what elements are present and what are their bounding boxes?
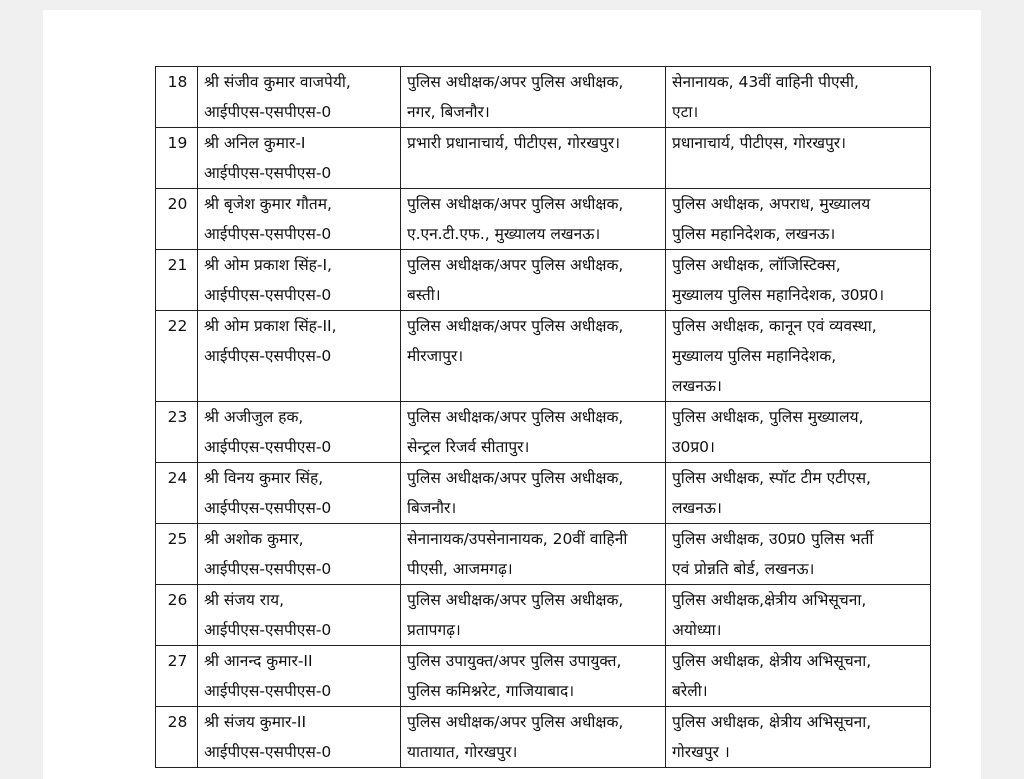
serial-number: 22 [156, 311, 198, 402]
current-posting-cell [401, 311, 666, 402]
new-posting-line: मुख्यालय पुलिस महानिदेशक, उ0प्र0। [672, 286, 885, 304]
current-posting-line: नगर, बिजनौर। [407, 103, 490, 121]
new-posting-line: पुलिस अधीक्षक, लॉजिस्टिक्स, [672, 256, 841, 274]
serial-number: 24 [156, 463, 198, 524]
officer-name-cell [198, 463, 401, 524]
serial-number: 25 [156, 524, 198, 585]
serial-number: 23 [156, 402, 198, 463]
new-posting-cell [666, 585, 931, 646]
new-posting-line: एटा। [672, 103, 699, 121]
table-row [156, 463, 931, 524]
table-row [156, 311, 931, 402]
current-posting-cell [401, 646, 666, 707]
new-posting-cell [666, 402, 931, 463]
officer-name-line: श्री ओम प्रकाश सिंह-I, [204, 256, 332, 274]
transfer-table [155, 66, 931, 768]
current-posting-line: पुलिस उपायुक्त/अपर पुलिस उपायुक्त, [407, 652, 622, 670]
new-posting-cell [666, 311, 931, 402]
officer-name-line: श्री अजीजुल हक, [204, 408, 304, 426]
new-posting-line: पुलिस अधीक्षक, पुलिस मुख्यालय, [672, 408, 864, 426]
current-posting-line: पुलिस अधीक्षक/अपर पुलिस अधीक्षक, [407, 195, 624, 213]
officer-name-line: आईपीएस-एसपीएस-0 [204, 225, 332, 243]
current-posting-cell [401, 250, 666, 311]
officer-name-line: आईपीएस-एसपीएस-0 [204, 621, 332, 639]
current-posting-line: पुलिस अधीक्षक/अपर पुलिस अधीक्षक, [407, 408, 624, 426]
current-posting-line: ए.एन.टी.एफ., मुख्यालय लखनऊ। [407, 225, 601, 243]
table-row [156, 524, 931, 585]
new-posting-line: पुलिस अधीक्षक, कानून एवं व्यवस्था, [672, 317, 877, 335]
new-posting-cell [666, 128, 931, 189]
officer-name-line: श्री बृजेश कुमार गौतम, [204, 195, 332, 213]
serial-number: 20 [156, 189, 198, 250]
officer-name-cell [198, 402, 401, 463]
new-posting-cell [666, 707, 931, 768]
current-posting-cell [401, 402, 666, 463]
officer-name-line: श्री अनिल कुमार-I [204, 134, 306, 152]
current-posting-line: पुलिस कमिश्नरेट, गाजियाबाद। [407, 682, 575, 700]
new-posting-line: पुलिस अधीक्षक, स्पॉट टीम एटीएस, [672, 469, 871, 487]
current-posting-line: पुलिस अधीक्षक/अपर पुलिस अधीक्षक, [407, 73, 624, 91]
current-posting-cell [401, 67, 666, 128]
current-posting-cell [401, 463, 666, 524]
officer-name-cell [198, 189, 401, 250]
current-posting-line: यातायात, गोरखपुर। [407, 743, 518, 761]
officer-name-cell [198, 524, 401, 585]
current-posting-cell [401, 524, 666, 585]
new-posting-line: पुलिस अधीक्षक, उ0प्र0 पुलिस भर्ती [672, 530, 874, 548]
officer-name-line: श्री विनय कुमार सिंह, [204, 469, 324, 487]
new-posting-line: पुलिस अधीक्षक, अपराध, मुख्यालय [672, 195, 871, 213]
new-posting-cell [666, 463, 931, 524]
officer-name-line: आईपीएस-एसपीएस-0 [204, 164, 332, 182]
current-posting-line: प्रतापगढ़। [407, 621, 461, 639]
officer-name-cell [198, 128, 401, 189]
current-posting-line: सेन्ट्रल रिजर्व सीतापुर। [407, 438, 530, 456]
officer-name-line: आईपीएस-एसपीएस-0 [204, 347, 332, 365]
officer-name-cell [198, 67, 401, 128]
new-posting-line: लखनऊ। [672, 499, 722, 517]
officer-name-line: श्री संजय राय, [204, 591, 285, 609]
table-row [156, 128, 931, 189]
new-posting-line: पुलिस अधीक्षक, क्षेत्रीय अभिसूचना, [672, 652, 872, 670]
current-posting-cell [401, 189, 666, 250]
officer-name-cell [198, 707, 401, 768]
new-posting-line: अयोध्या। [672, 621, 722, 639]
current-posting-line: प्रभारी प्रधानाचार्य, पीटीएस, गोरखपुर। [407, 134, 621, 152]
serial-number: 26 [156, 585, 198, 646]
current-posting-cell [401, 128, 666, 189]
new-posting-line: गोरखपुर । [672, 743, 730, 761]
table-row [156, 707, 931, 768]
new-posting-line: एवं प्रोन्नति बोर्ड, लखनऊ। [672, 560, 815, 578]
new-posting-line: उ0प्र0। [672, 438, 715, 456]
table-row [156, 646, 931, 707]
officer-name-line: श्री ओम प्रकाश सिंह-II, [204, 317, 337, 335]
officer-name-line: श्री संजय कुमार-II [204, 713, 307, 731]
officer-name-cell [198, 646, 401, 707]
current-posting-line: पीएसी, आजमगढ़। [407, 560, 513, 578]
officer-name-cell [198, 250, 401, 311]
table-row [156, 585, 931, 646]
document-page [43, 10, 981, 779]
serial-number: 28 [156, 707, 198, 768]
new-posting-line: लखनऊ। [672, 377, 722, 395]
new-posting-line: प्रधानाचार्य, पीटीएस, गोरखपुर। [672, 134, 847, 152]
table-row [156, 402, 931, 463]
transfer-table-body [156, 67, 931, 768]
serial-number: 19 [156, 128, 198, 189]
current-posting-line: बिजनौर। [407, 499, 457, 517]
officer-name-line: आईपीएस-एसपीएस-0 [204, 682, 332, 700]
current-posting-line: सेनानायक/उपसेनानायक, 20वीं वाहिनी [407, 530, 628, 548]
new-posting-line: पुलिस अधीक्षक,क्षेत्रीय अभिसूचना, [672, 591, 867, 609]
officer-name-line: श्री आनन्द कुमार-II [204, 652, 313, 670]
officer-name-line: आईपीएस-एसपीएस-0 [204, 438, 332, 456]
current-posting-line: पुलिस अधीक्षक/अपर पुलिस अधीक्षक, [407, 713, 624, 731]
current-posting-cell [401, 585, 666, 646]
table-row [156, 189, 931, 250]
table-row [156, 250, 931, 311]
new-posting-cell [666, 524, 931, 585]
officer-name-line: आईपीएस-एसपीएस-0 [204, 743, 332, 761]
new-posting-line: सेनानायक, 43वीं वाहिनी पीएसी, [672, 73, 859, 91]
new-posting-cell [666, 189, 931, 250]
new-posting-line: मुख्यालय पुलिस महानिदेशक, [672, 347, 837, 365]
officer-name-line: आईपीएस-एसपीएस-0 [204, 286, 332, 304]
new-posting-line: पुलिस अधीक्षक, क्षेत्रीय अभिसूचना, [672, 713, 872, 731]
officer-name-cell [198, 585, 401, 646]
officer-name-line: आईपीएस-एसपीएस-0 [204, 103, 332, 121]
new-posting-line: पुलिस महानिदेशक, लखनऊ। [672, 225, 836, 243]
current-posting-line: पुलिस अधीक्षक/अपर पुलिस अधीक्षक, [407, 591, 624, 609]
current-posting-line: बस्ती। [407, 286, 441, 304]
new-posting-line: बरेली। [672, 682, 708, 700]
serial-number: 21 [156, 250, 198, 311]
officer-name-line: श्री संजीव कुमार वाजपेयी, [204, 73, 351, 91]
new-posting-cell [666, 67, 931, 128]
serial-number: 18 [156, 67, 198, 128]
current-posting-line: पुलिस अधीक्षक/अपर पुलिस अधीक्षक, [407, 469, 624, 487]
new-posting-cell [666, 646, 931, 707]
officer-name-line: आईपीएस-एसपीएस-0 [204, 560, 332, 578]
current-posting-cell [401, 707, 666, 768]
officer-name-cell [198, 311, 401, 402]
current-posting-line: पुलिस अधीक्षक/अपर पुलिस अधीक्षक, [407, 256, 624, 274]
officer-name-line: श्री अशोक कुमार, [204, 530, 304, 548]
officer-name-line: आईपीएस-एसपीएस-0 [204, 499, 332, 517]
table-row [156, 67, 931, 128]
current-posting-line: मीरजापुर। [407, 347, 464, 365]
current-posting-line: पुलिस अधीक्षक/अपर पुलिस अधीक्षक, [407, 317, 624, 335]
serial-number: 27 [156, 646, 198, 707]
new-posting-cell [666, 250, 931, 311]
